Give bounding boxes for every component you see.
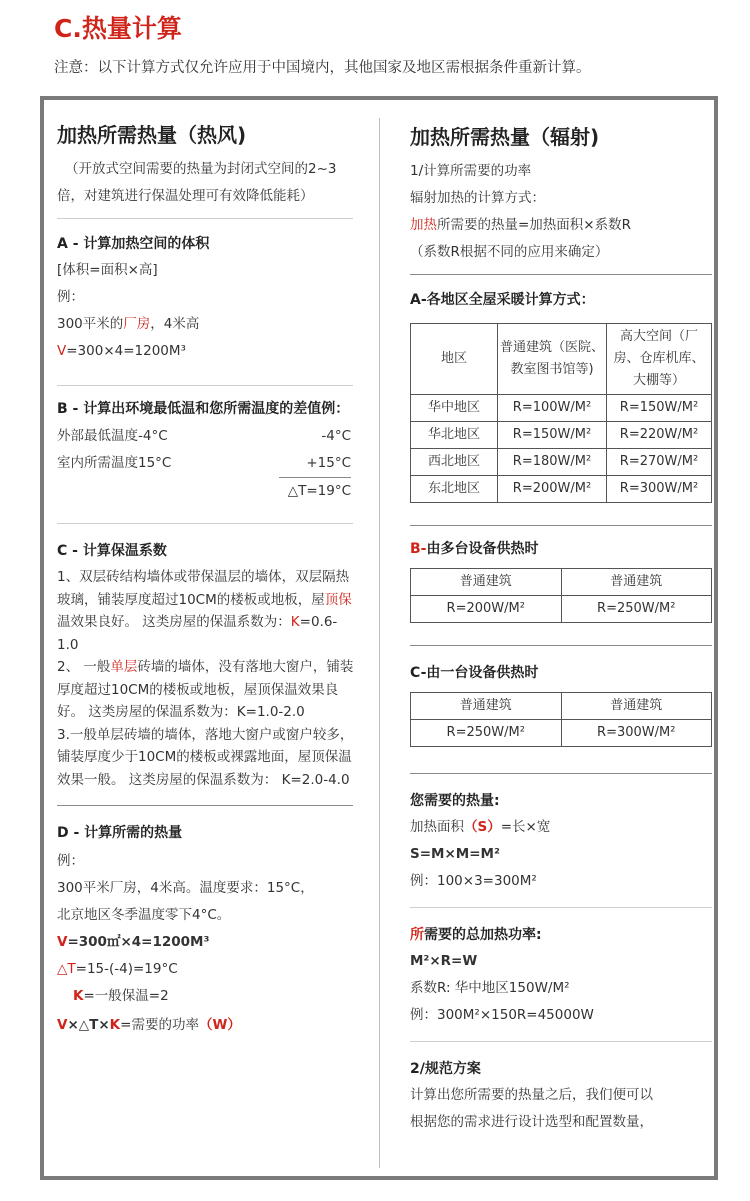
column-divider — [379, 118, 380, 1168]
table-cell: R=220W/M² — [607, 422, 712, 449]
table-row — [411, 476, 712, 503]
total-power-title-rest: 需要的总加热功率: — [424, 927, 542, 943]
coefficient-note: 系数R: 华中地区150W/M² — [410, 980, 570, 996]
radiant-highlight: 加热 — [410, 217, 437, 233]
divider — [57, 218, 353, 219]
section-b-title: B - 计算出环境最低温和您所需温度的差值例： — [57, 401, 350, 417]
table-row — [411, 720, 712, 747]
divider — [410, 645, 712, 646]
plan-line-2: 根据您的需求进行设计选型和配置数量， — [410, 1114, 653, 1130]
v-symbol: V — [57, 934, 68, 950]
b-prefix: B- — [410, 541, 427, 557]
table-cell: R=300W/M² — [561, 720, 712, 747]
area-definition — [410, 814, 714, 841]
page-title: C.热量计算 — [54, 14, 182, 43]
table-cell: R=100W/M² — [498, 395, 607, 422]
area-calc: S=M×M=M² — [410, 846, 500, 862]
formula-k-rest: =一般保温=2 — [83, 988, 169, 1004]
section-d-title: D - 计算所需的热量 — [57, 825, 183, 841]
table-cell: 华中地区 — [411, 395, 498, 422]
divider — [410, 525, 712, 526]
hot-air-heading: 加热所需热量（热风) — [57, 123, 247, 147]
volume-calc — [57, 338, 357, 365]
plan-line-1: 计算出您所需要的热量之后，我们便可以 — [410, 1087, 653, 1103]
radiant-line-2: 辐射加热的计算方式： — [410, 190, 545, 206]
indoor-temp-value: +15°C — [306, 455, 351, 471]
example-label: 例： — [57, 853, 84, 869]
p2-a: 2、 一般 — [57, 659, 111, 675]
table-cell: R=200W/M² — [411, 596, 562, 623]
p2-highlight: 单层 — [110, 659, 138, 675]
hot-air-intro: （开放式空间需要的热量为封闭式空间的2~3倍，对建筑进行保温处理可有效降低能耗） — [57, 161, 337, 204]
area-symbol: （S） — [464, 819, 501, 835]
p2-b: 砖墙的墙体，没有落地大窗户，铺装厚度超过10CM的楼板或地板，屋顶保温效果良好。 这类房屋的保温系数为：K=1.0-2.0 — [57, 659, 354, 720]
plan-title: 2/规范方案 — [410, 1061, 481, 1077]
table-header-cell: 普通建筑 — [411, 569, 562, 596]
volume-calc-rest: =300×4=1200M³ — [66, 343, 186, 359]
delta-t-result: △T=19°C — [287, 483, 351, 499]
table-cell: 东北地区 — [411, 476, 498, 503]
divider — [410, 274, 712, 275]
p1-a: 1、双层砖结构墙体或带保温层的墙体，双层隔热玻璃，铺装厚度超过10CM的楼板或地板，屋 — [57, 569, 350, 608]
outdoor-temp-value: -4°C — [321, 428, 351, 444]
radiant-line-1: 1/计算所需要的功率 — [410, 163, 532, 179]
radiant-line-3-rest: 所需要的热量=加热面积×系数R — [437, 217, 632, 233]
p1-c: =0.6-1.0 — [57, 614, 338, 653]
region-table-title: A-各地区全屋采暖计算方式： — [410, 292, 595, 308]
formula-volume — [57, 929, 357, 956]
example-line-1: 300平米厂房，4米高。温度要求：15°C， — [57, 880, 314, 896]
p1-b: 温效果良好。 这类房屋的保温系数为： — [57, 614, 291, 630]
insulation-level-2 — [57, 656, 357, 724]
insulation-level-3: 3.一般单层砖墙的墙体，落地大窗户或窗户较多，铺装厚度少于10CM的楼板或裸露地面，屋顶保温效果一般。 这类房屋的保温系数为： K=2.0-4.0 — [57, 726, 354, 788]
divider — [57, 805, 353, 806]
formula-volume-rest: =300㎡×4=1200M³ — [67, 934, 210, 950]
multi-device-title-rest: 由多台设备供热时 — [426, 541, 539, 557]
formula-power-mid2: =需要的功率 — [120, 1017, 199, 1033]
divider — [57, 523, 353, 524]
section-a-title: A - 计算加热空间的体积 — [57, 236, 210, 252]
table-cell: 华北地区 — [411, 422, 498, 449]
region-table — [410, 323, 712, 503]
delta-t-symbol: △T — [57, 961, 76, 977]
radiant-column — [410, 118, 714, 1136]
multi-device-table — [410, 568, 712, 623]
table-cell: R=150W/M² — [607, 395, 712, 422]
example-label: 例： — [57, 289, 84, 305]
insulation-level-1 — [57, 566, 357, 656]
example-line-2: 北京地区冬季温度零下4°C。 — [57, 907, 231, 923]
indoor-temp-label: 室内所需温度15°C — [57, 455, 172, 471]
formula-delta-t-rest: =15-(-4)=19°C — [75, 961, 178, 977]
divider — [57, 385, 353, 386]
notice-text: 注意：以下计算方式仅允许应用于中国境内，其他国家及地区需根据条件重新计算。 — [54, 60, 591, 76]
table-header-row — [411, 569, 712, 596]
table-header-cell: 地区 — [411, 324, 498, 395]
k-symbol: K — [109, 1017, 121, 1033]
table-row — [411, 422, 712, 449]
multi-device-title — [410, 536, 714, 562]
outdoor-temp-label: 外部最低温度-4°C — [57, 428, 168, 444]
divider — [410, 907, 712, 908]
power-formula: M²×R=W — [410, 953, 478, 969]
table-cell: R=200W/M² — [498, 476, 607, 503]
single-device-title: C-由一台设备供热时 — [410, 665, 539, 681]
p1-highlight: 顶保 — [324, 591, 352, 608]
table-cell: R=270W/M² — [607, 449, 712, 476]
formula-power — [57, 1012, 357, 1039]
section-a-example — [57, 311, 357, 338]
area-label: 加热面积 — [410, 819, 464, 835]
divider — [410, 773, 712, 774]
outdoor-temp-row — [57, 423, 357, 450]
table-header-row — [411, 693, 712, 720]
table-cell: R=300W/M² — [607, 476, 712, 503]
total-power-highlight: 所 — [410, 927, 424, 943]
table-row — [411, 596, 712, 623]
example-highlight: 厂房 — [123, 316, 151, 332]
area-formula: =长×宽 — [500, 819, 551, 835]
watt-unit: （W） — [198, 1017, 241, 1033]
single-device-table — [410, 692, 712, 747]
divider — [410, 1041, 712, 1042]
formula-k — [57, 983, 357, 1010]
k-symbol: K — [290, 614, 300, 630]
table-header-cell: 普通建筑 — [561, 569, 712, 596]
formula-delta-t — [57, 956, 357, 983]
radiant-line-4: （系数R根据不同的应用来确定） — [410, 244, 609, 260]
radiant-heading: 加热所需热量（辐射) — [410, 125, 600, 149]
table-header-cell: 普通建筑 — [411, 693, 562, 720]
table-row — [411, 449, 712, 476]
example-post: ，4米高 — [150, 316, 200, 332]
table-cell: R=180W/M² — [498, 449, 607, 476]
section-c-title: C - 计算保温系数 — [57, 543, 167, 559]
total-power-title — [410, 922, 714, 948]
hot-air-column — [57, 118, 357, 1039]
radiant-line-3 — [410, 212, 714, 239]
example-pre: 300平米的 — [57, 316, 124, 332]
needed-heat-title: 您需要的热量: — [410, 793, 500, 809]
k-symbol: K — [73, 988, 84, 1004]
table-row — [411, 395, 712, 422]
volume-symbol: V — [57, 343, 67, 359]
volume-formula: [体积=面积×高] — [57, 262, 158, 278]
table-header-cell: 普通建筑 — [561, 693, 712, 720]
v-symbol: V — [57, 1017, 68, 1033]
indoor-temp-row — [57, 450, 357, 477]
formula-power-mid1: ×△T× — [67, 1017, 110, 1033]
table-header-cell: 高大空间（厂房、仓库机库、大棚等） — [607, 324, 712, 395]
table-cell: R=250W/M² — [561, 596, 712, 623]
power-example: 例：300M²×150R=45000W — [410, 1007, 594, 1023]
table-cell: R=250W/M² — [411, 720, 562, 747]
table-header-row — [411, 324, 712, 395]
table-header-cell: 普通建筑（医院、教室图书馆等) — [498, 324, 607, 395]
area-example: 例：100×3=300M² — [410, 873, 537, 889]
table-cell: 西北地区 — [411, 449, 498, 476]
table-cell: R=150W/M² — [498, 422, 607, 449]
